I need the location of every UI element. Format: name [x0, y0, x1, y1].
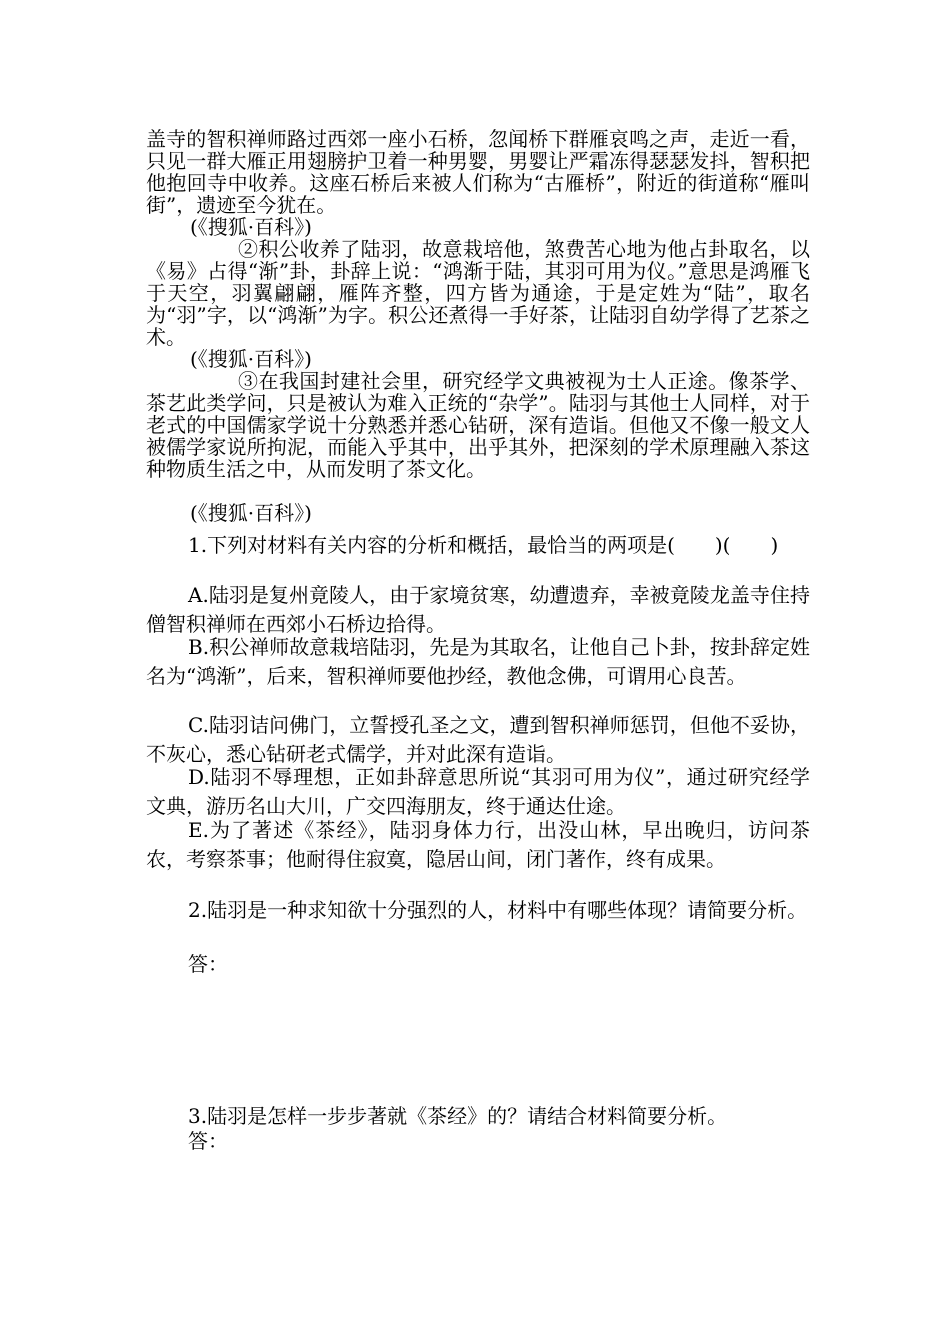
option-e: E.为了著述《茶经》，陆羽身体力行，出没山林，早出晚归，访问茶农，考察茶事；他耐得住寂寞，隐居山间，闭门著作，终有成果。	[146, 818, 810, 871]
material-paragraph-3: ③在我国封建社会里，研究经学文典被视为士人正途。像茶学、茶艺此类学问，只是被认为难入正统的“杂学”。陆羽与其他士人同样，对于老式的中国儒家学说十分熟悉并悉心钻研，深有造诣。但他又不像一般文人被儒学家说所拘泥，而能入乎其中，出乎其外，把深刻的学术原理融入茶这种物质生活之中，从而发明了茶文化。	[146, 369, 810, 481]
option-b: B.积公禅师故意栽培陆羽，先是为其取名，让他自己卜卦，按卦辞定姓名为“鸿渐”，后来，智积禅师要他抄经，教他念佛，可谓用心良苦。	[146, 635, 810, 688]
option-d: D.陆羽不辱理想，正如卦辞意思所说“其羽可用为仪”，通过研究经学文典，游历名山大川，广交四海朋友，终于通达仕途。	[146, 765, 810, 818]
question-3: 3.陆羽是怎样一步步著就《茶经》的？请结合材料简要分析。	[188, 1104, 728, 1128]
option-c: C.陆羽诘问佛门，立誓授孔圣之文，遭到智积禅师惩罚，但他不妥协，不灰心，悉心钻研老式儒学，并对此深有造诣。	[146, 713, 810, 766]
answer-label-3: 答：	[188, 1129, 228, 1153]
source-citation-3: (《搜狐·百科》)	[190, 501, 312, 525]
option-a: A.陆羽是复州竟陵人，由于家境贫寒，幼遭遗弃，幸被竟陵龙盖寺住持僧智积禅师在西郊小石桥边拾得。	[146, 583, 810, 636]
answer-label-2: 答：	[188, 952, 228, 976]
source-citation-2: (《搜狐·百科》)	[190, 347, 312, 371]
question-1: 1.下列对材料有关内容的分析和概括，最恰当的两项是( )( )	[188, 533, 779, 557]
question-2: 2.陆羽是一种求知欲十分强烈的人，材料中有哪些体现？请简要分析。	[188, 898, 808, 922]
material-paragraph-2: ②积公收养了陆羽，故意栽培他，煞费苦心地为他占卦取名，以《易》占得“渐”卦，卦辞上说：“鸿渐于陆，其羽可用为仪。”意思是鸿雁飞于天空，羽翼翩翩，雁阵齐整，四方皆为通途，于是定姓为“陆”，取名为“羽”字，以“鸿渐”为字。积公还煮得一手好茶，让陆羽自幼学得了艺茶之术。	[146, 237, 810, 349]
source-citation-1: (《搜狐·百科》)	[190, 215, 312, 239]
material-paragraph-1-continuation: 盖寺的智积禅师路过西郊一座小石桥，忽闻桥下群雁哀鸣之声，走近一看，只见一群大雁正用翅膀护卫着一种男婴，男婴让严霜冻得瑟瑟发抖，智积把他抱回寺中收养。这座石桥后来被人们称为“古雁桥”，附近的街道称“雁叫街”，遗迹至今犹在。	[146, 127, 810, 217]
